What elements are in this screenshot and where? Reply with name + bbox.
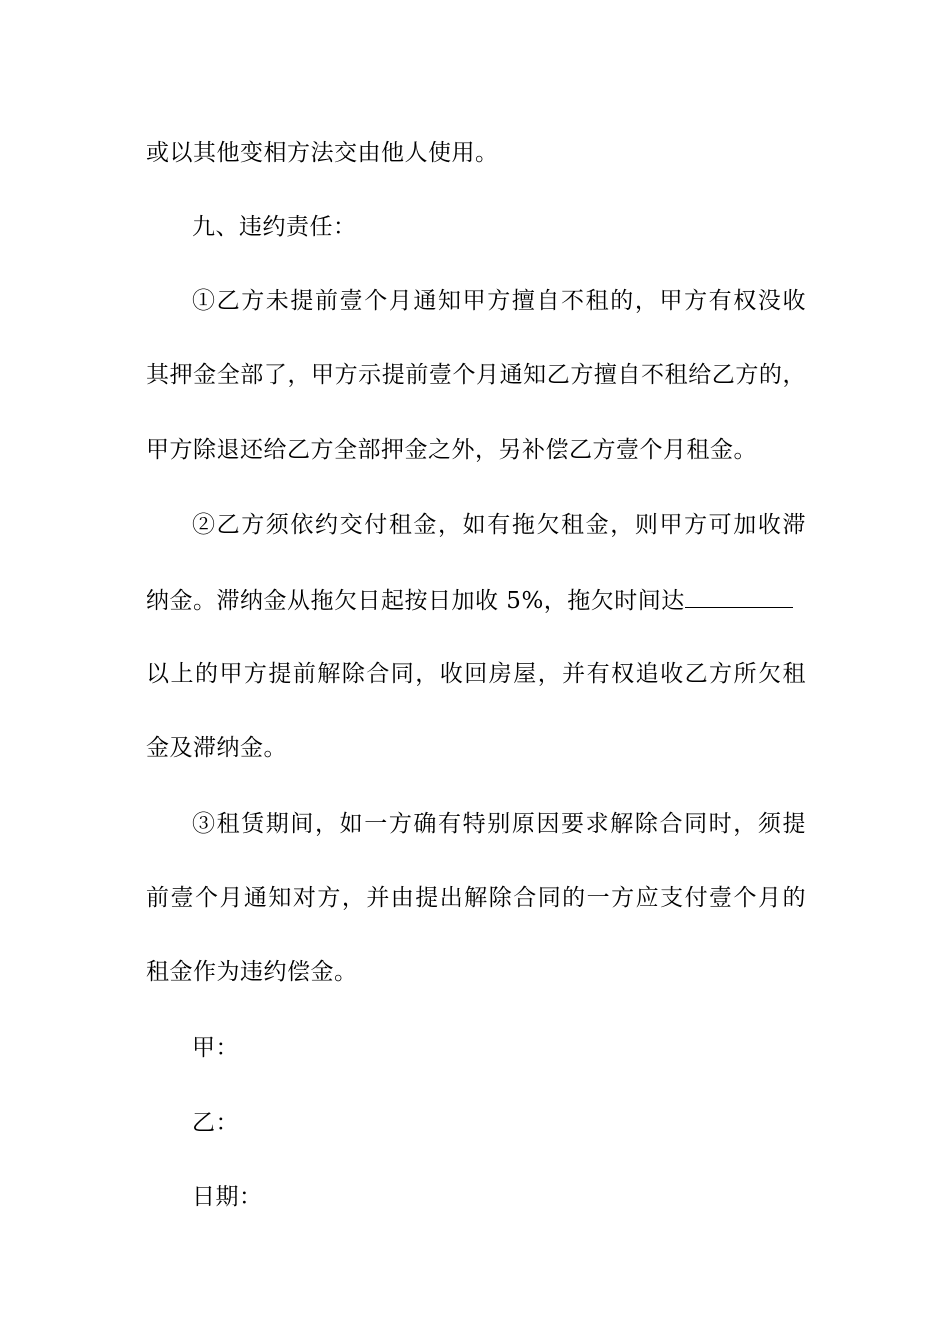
section-heading: 九、违约责任：: [192, 214, 357, 240]
paragraph-line: ①乙方未提前壹个月通知甲方擅自不租的，甲方有权没收: [192, 288, 806, 314]
paragraph-line: 金及滞纳金。: [146, 735, 287, 761]
paragraph-line: 前壹个月通知对方，并由提出解除合同的一方应支付壹个月的: [146, 885, 806, 911]
paragraph-line: ②乙方须依约交付租金，如有拖欠租金，则甲方可加收滞: [192, 512, 806, 538]
paragraph-line: 其押金全部了，甲方示提前壹个月通知乙方擅自不租给乙方的，: [146, 362, 806, 388]
fill-in-blank: [685, 585, 793, 608]
signature-party-a: 甲：: [192, 1035, 239, 1061]
paragraph-text: 纳金。滞纳金从拖欠日起按日加收 5%，拖欠时间达: [146, 588, 685, 614]
paragraph-line: 甲方除退还给乙方全部押金之外，另补偿乙方壹个月租金。: [146, 437, 757, 463]
paragraph-line: ③租赁期间，如一方确有特别原因要求解除合同时，须提: [192, 811, 806, 837]
signature-date: 日期：: [192, 1184, 263, 1210]
paragraph-line: 或以其他变相方法交由他人使用。: [146, 140, 499, 166]
paragraph-line: 租金作为违约偿金。: [146, 959, 358, 985]
paragraph-line: 以上的甲方提前解除合同，收回房屋，并有权追收乙方所欠租: [146, 661, 806, 687]
paragraph-line: [146, 585, 793, 616]
signature-party-b: 乙：: [192, 1110, 239, 1136]
